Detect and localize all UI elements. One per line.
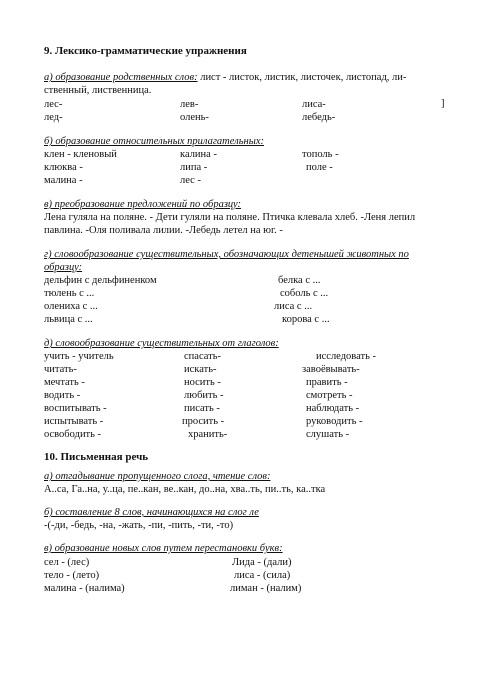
cell-9e-r4c1: водить -: [44, 390, 81, 401]
cell-9e-r2c3: завоёвывать-: [302, 364, 360, 375]
section-10a-text: А..са, Га..на, у..ца, пе..кан, ве..кан, до..на, хва..ть, пи..ть, ка..тка: [44, 484, 326, 495]
section-9a-label: а) образование родственных слов:: [44, 72, 198, 83]
cell-9b-r1c3: тополь -: [302, 149, 339, 160]
section-9d-label1: г) словообразование существительных, обозначающих детенышей животных по: [44, 249, 409, 260]
cell-9a-r1c2: лев-: [180, 99, 199, 110]
cell-9a-r1c3: лиса-: [302, 99, 326, 110]
cell-9e-r5c1: воспитывать -: [44, 403, 107, 414]
cell-9e-r3c3: править -: [306, 377, 348, 388]
cell-9b-r2c1: клюква -: [44, 162, 83, 173]
cell-9e-r2c1: читать-: [44, 364, 77, 375]
section-9e-label: д) словообразование существительных от глаголов:: [44, 338, 279, 349]
cell-9b-r3c1: малина -: [44, 175, 83, 186]
section-10a-label: а) отгадывание пропущенного слога, чтение слов:: [44, 471, 271, 482]
cell-9e-r1c3: исследовать -: [316, 351, 377, 362]
cell-9a-r1c1: лес-: [44, 99, 63, 110]
section-10b-label: б) составление 8 слов, начинающихся на слог ле: [44, 507, 259, 518]
cell-9e-r7c3: слушать -: [306, 429, 350, 440]
cell-9e-r6c3: руководить -: [306, 416, 363, 427]
cell-9b-r2c3: поле -: [306, 162, 333, 173]
cell-9a-r2c2: олень-: [180, 112, 209, 123]
cell-9e-r6c2: просить -: [182, 416, 225, 427]
section-9-title: 9. Лексико-грамматические упражнения: [44, 45, 247, 57]
cell-10c-r2c2: лиса - (сила): [234, 570, 291, 581]
cell-9e-r3c2: носить -: [184, 377, 221, 388]
cell-9d-r3c2: лиса с ...: [274, 301, 313, 312]
section-9b-label: б) образование относительных прилагательных:: [44, 136, 264, 147]
section-9d-label2: образцу:: [44, 262, 83, 273]
bracket-mark: ]: [441, 98, 445, 109]
cell-9e-r7c1: освободить -: [44, 429, 102, 440]
section-10-title: 10. Письменная речь: [44, 451, 149, 463]
cell-9e-r1c2: спасать-: [184, 351, 221, 362]
cell-9e-r3c1: мечтать -: [44, 377, 85, 388]
cell-9e-r5c3: наблюдать -: [306, 403, 360, 414]
cell-9b-r2c2: липа -: [180, 162, 208, 173]
cell-10c-r3c2: лиман - (налим): [230, 583, 302, 594]
cell-9e-r1c1: учить - учитель: [44, 351, 114, 362]
section-9c-line2: павлина. -Оля поливала лилии. -Лебедь летел на юг. -: [44, 225, 283, 236]
section-10b-text: -(-ди, -бедь, -на, -жать, -пи, -пить, -ти, -то): [44, 520, 234, 531]
cell-10c-r1c2: Лида - (дали): [232, 557, 292, 568]
cell-9e-r2c2: искать-: [184, 364, 217, 375]
cell-9e-r4c3: смотреть -: [306, 390, 353, 401]
section-9a-intro2: ственный, лиственница.: [44, 85, 152, 96]
cell-9a-r2c1: лед-: [44, 112, 63, 123]
cell-9d-r4c1: львица с ...: [44, 314, 93, 325]
cell-9b-r1c2: калина -: [180, 149, 217, 160]
section-10c-label: в) образование новых слов путем перестановки букв:: [44, 543, 283, 554]
cell-9d-r1c1: дельфин с дельфиненком: [44, 275, 157, 286]
cell-9a-r2c3: лебедь-: [302, 112, 336, 123]
section-9a-line: [44, 71, 406, 84]
cell-9d-r4c2: корова с ...: [282, 314, 330, 325]
cell-9b-r1c1: клен - кленовый: [44, 149, 117, 160]
cell-9d-r2c2: соболь с ...: [280, 288, 329, 299]
cell-9e-r6c1: испытывать -: [44, 416, 104, 427]
cell-9e-r5c2: писать -: [184, 403, 220, 414]
section-9a-intro: лист - листок, листик, листочек, листопад, ли-: [197, 72, 407, 83]
cell-9e-r4c2: любить -: [184, 390, 224, 401]
cell-9b-r3c2: лес -: [180, 175, 201, 186]
section-9c-line1: Лена гуляла на поляне. - Дети гуляли на поляне. Птичка клевала хлеб. -Леня лепил: [44, 212, 416, 223]
cell-10c-r2c1: тело - (лето): [44, 570, 100, 581]
section-9c-label: в) преобразование предложений по образцу:: [44, 199, 242, 210]
cell-10c-r1c1: сел - (лес): [44, 557, 90, 568]
cell-10c-r3c1: малина - (налима): [44, 583, 125, 594]
cell-9d-r3c1: олениха с ...: [44, 301, 98, 312]
cell-9e-r7c2: хранить-: [188, 429, 228, 440]
cell-9d-r2c1: тюлень с ...: [44, 288, 95, 299]
cell-9d-r1c2: белка с ...: [278, 275, 321, 286]
